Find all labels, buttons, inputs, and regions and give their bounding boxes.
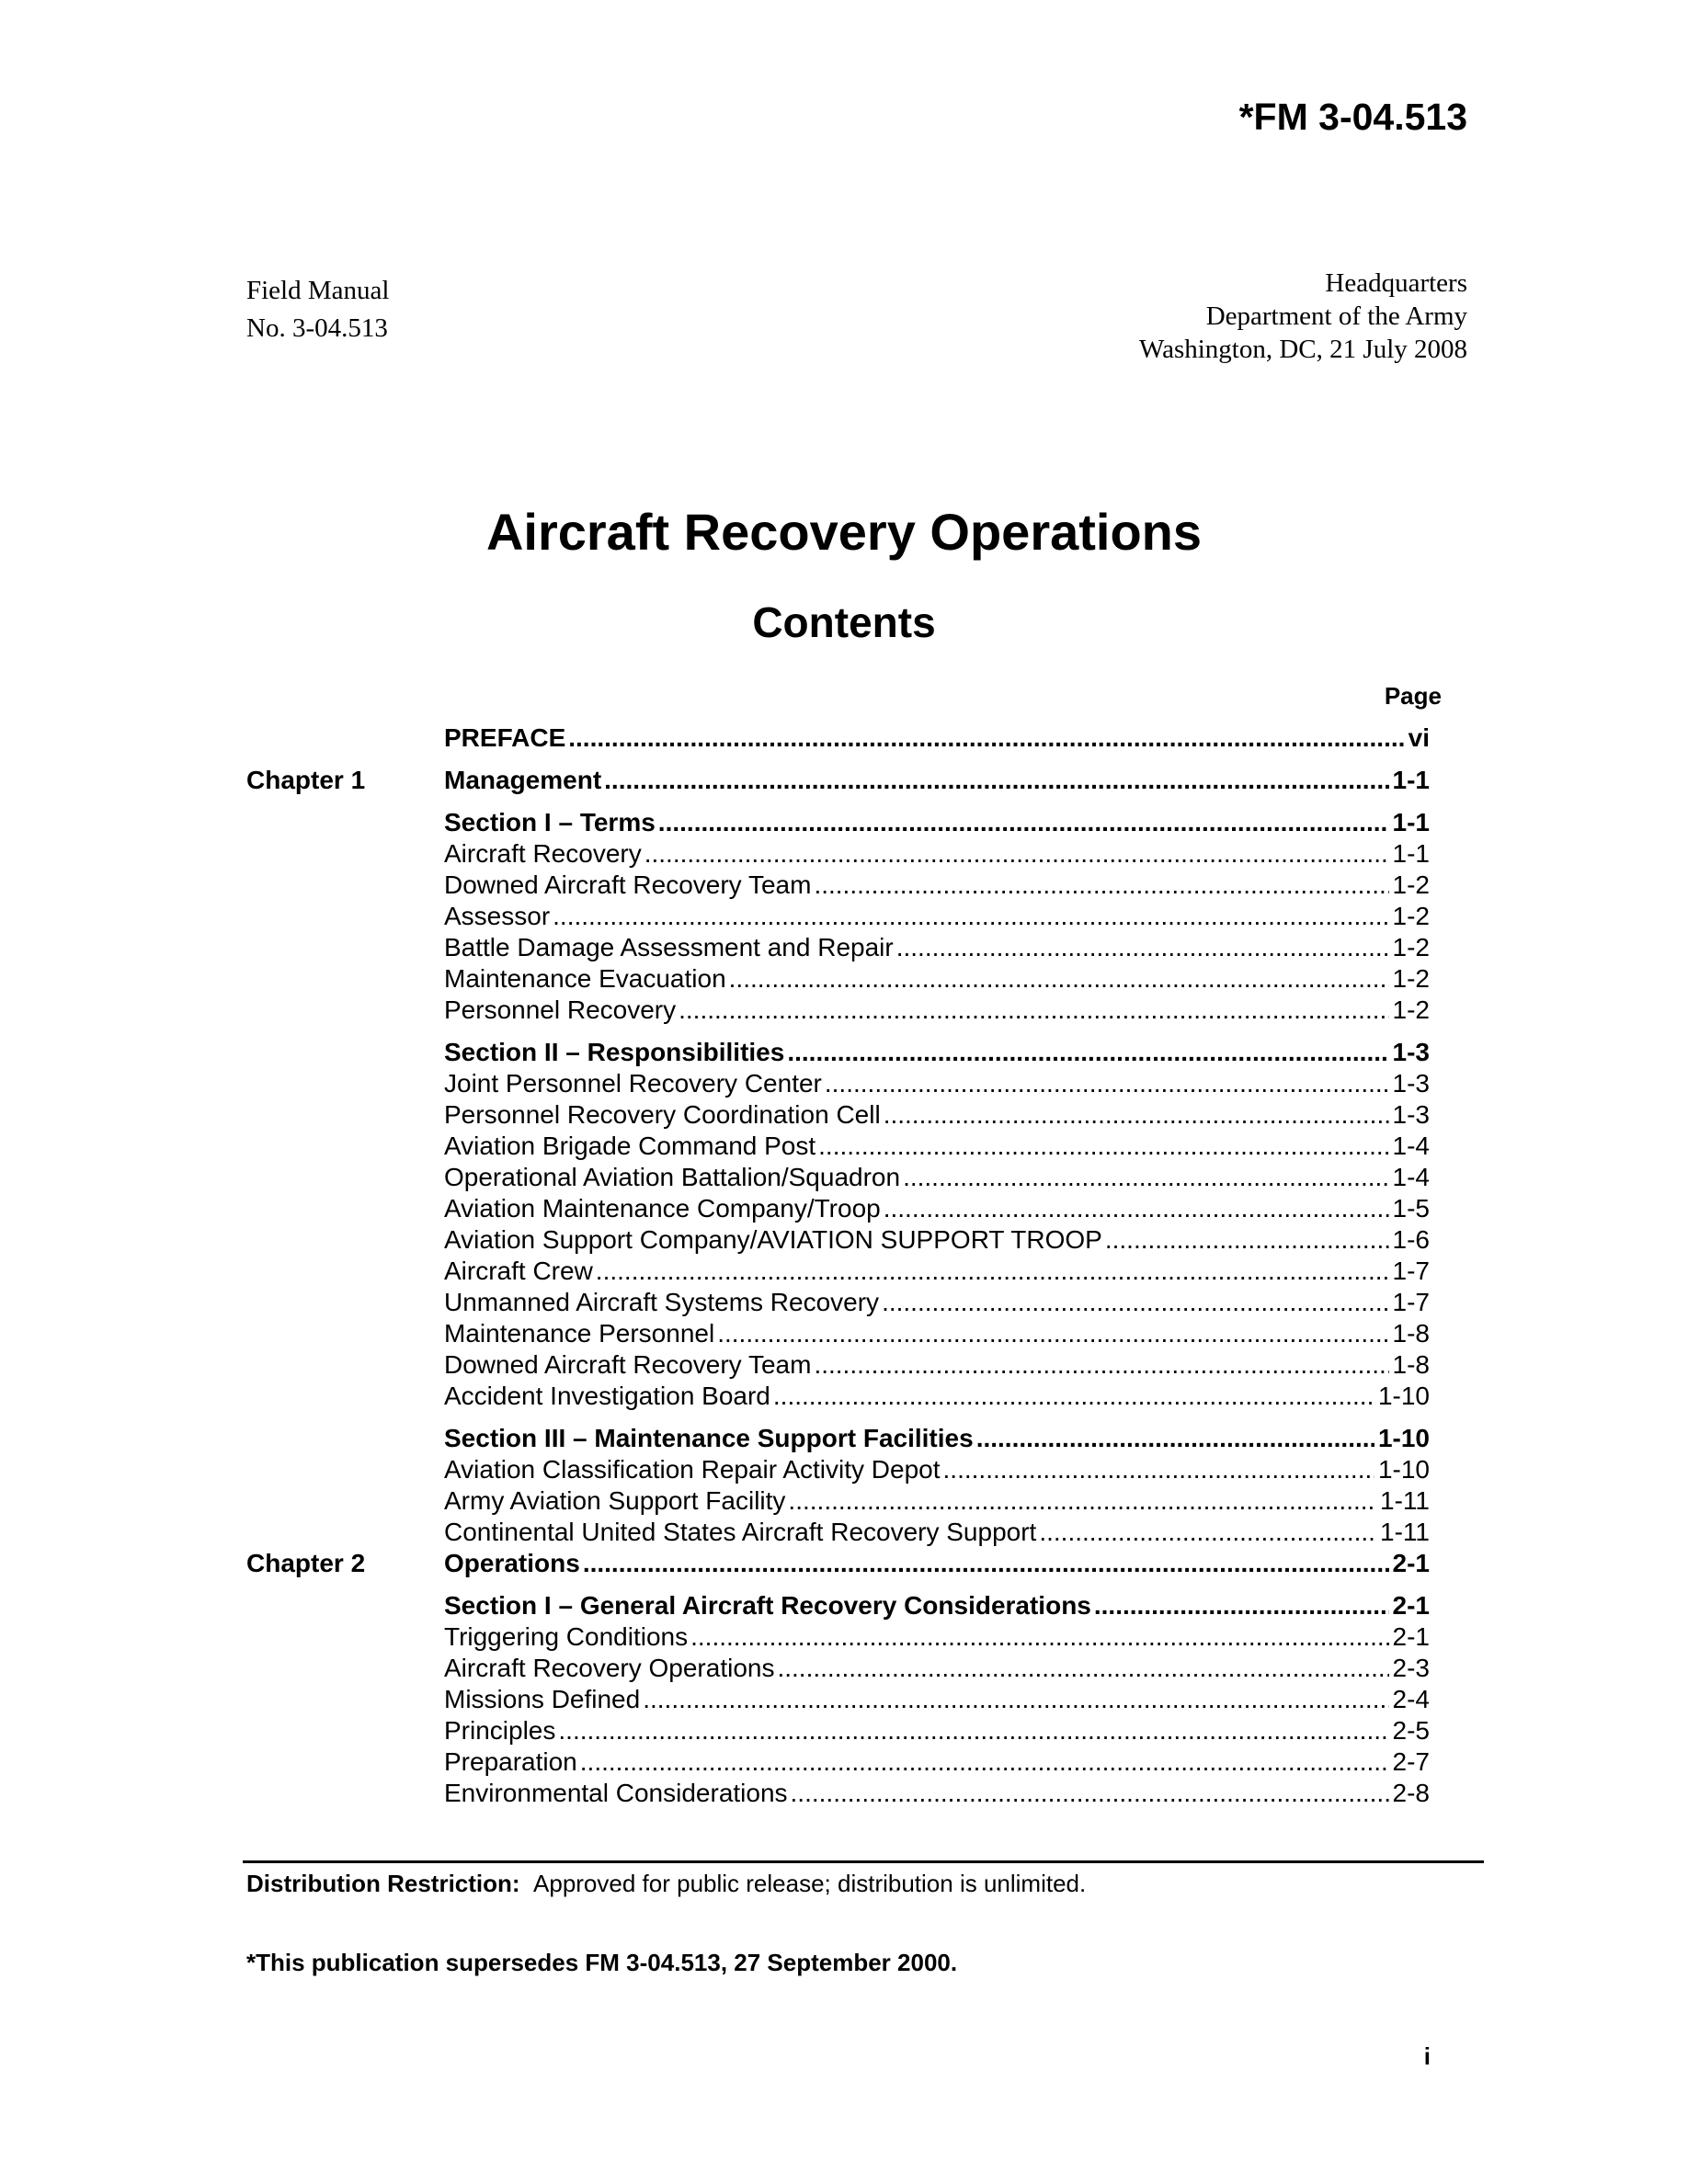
dot-leader [553, 901, 1388, 932]
toc-entry-title: Management [444, 766, 602, 794]
toc-entry-title: Aviation Brigade Command Post [444, 1132, 816, 1160]
toc-entry[interactable] [444, 1621, 1430, 1653]
toc-entry-title: Preparation [444, 1747, 577, 1776]
document-title: Aircraft Recovery Operations [485, 503, 1203, 561]
toc-entry[interactable] [444, 1287, 1430, 1318]
toc-page-number: 1-1 [1392, 808, 1430, 836]
toc-row [246, 1287, 1430, 1318]
toc-page-number: 1-10 [1377, 1455, 1430, 1484]
toc-row [246, 1037, 1430, 1068]
toc-row [246, 1548, 1430, 1579]
toc-row [246, 807, 1430, 838]
toc-page-number: 1-8 [1392, 1319, 1430, 1348]
toc-entry[interactable] [444, 1778, 1430, 1809]
toc-entry[interactable] [444, 1454, 1430, 1485]
toc-page-number: 1-3 [1392, 1038, 1430, 1066]
toc-entry-title: Section II – Responsibilities [444, 1038, 785, 1066]
toc-entry[interactable] [444, 1099, 1430, 1131]
toc-page-number: 1-11 [1380, 1486, 1430, 1515]
toc-row [246, 1454, 1430, 1485]
dot-leader [773, 1381, 1374, 1412]
toc-entry[interactable] [444, 1684, 1430, 1715]
toc-entry[interactable] [444, 963, 1430, 995]
toc-entry-title: Aircraft Recovery [444, 839, 642, 868]
toc-page-number: 1-4 [1392, 1163, 1430, 1191]
toc-entry-title: Aviation Maintenance Company/Troop [444, 1194, 881, 1223]
toc-entry[interactable] [444, 1548, 1430, 1579]
dot-leader [943, 1454, 1374, 1485]
toc-row [246, 1224, 1430, 1256]
dot-leader [690, 1621, 1388, 1653]
dot-leader [604, 765, 1388, 796]
toc-row [246, 1621, 1430, 1653]
dot-leader [976, 1423, 1374, 1454]
manual-number: No. 3-04.513 [246, 313, 388, 343]
dot-leader [882, 1287, 1388, 1318]
toc-entry[interactable] [444, 1349, 1430, 1381]
toc-entry-title: Accident Investigation Board [444, 1382, 770, 1410]
toc-entry[interactable] [444, 722, 1430, 754]
toc-page-number: 1-10 [1377, 1382, 1430, 1410]
toc-page-number: 1-7 [1392, 1257, 1430, 1285]
toc-row [246, 1256, 1430, 1287]
toc-entry-title: Unmanned Aircraft Systems Recovery [444, 1288, 880, 1316]
toc-row [246, 1653, 1430, 1684]
toc-entry-title: Maintenance Evacuation [444, 964, 726, 993]
toc-entry-title: Personnel Recovery [444, 995, 677, 1024]
distribution-text: Approved for public release; distribution is unlimited. [533, 1870, 1087, 1897]
dot-leader [903, 1162, 1388, 1193]
toc-row [246, 995, 1430, 1026]
toc-entry[interactable] [444, 1256, 1430, 1287]
toc-entry-title: Downed Aircraft Recovery Team [444, 1350, 812, 1379]
toc-page-number: 2-7 [1392, 1747, 1430, 1776]
headquarters-block [1139, 267, 1467, 366]
dot-leader [596, 1256, 1389, 1287]
toc-chapter-label: Chapter 2 [246, 1549, 366, 1577]
toc-row [246, 1068, 1430, 1099]
toc-row [246, 1746, 1430, 1778]
toc-page-number: 1-2 [1392, 995, 1430, 1024]
dot-leader [558, 1715, 1388, 1746]
dot-leader [643, 1684, 1388, 1715]
toc-entry[interactable] [444, 1037, 1430, 1068]
toc-entry[interactable] [444, 838, 1430, 870]
contents-heading: Contents [752, 598, 936, 646]
toc-entry-title: Operational Aviation Battalion/Squadron [444, 1163, 901, 1191]
toc-entry-title: Battle Damage Assessment and Repair [444, 933, 894, 961]
toc-page-number: 1-7 [1392, 1288, 1430, 1316]
dot-leader [896, 932, 1389, 963]
dot-leader [717, 1318, 1388, 1349]
dot-leader [884, 1099, 1389, 1131]
page-number: i [1423, 2042, 1431, 2070]
toc-row [246, 1715, 1430, 1746]
footer-divider [243, 1860, 1484, 1863]
dot-leader [814, 870, 1388, 901]
toc-entry-title: Section I – General Aircraft Recovery Considerations [444, 1591, 1091, 1620]
toc-row [246, 963, 1430, 995]
toc-entry-title: Assessor [444, 902, 551, 930]
toc-page-number: 1-1 [1392, 839, 1430, 868]
hq-line: Headquarters [1325, 268, 1467, 298]
toc-entry-title: Aviation Support Company/AVIATION SUPPORT TROOP [444, 1225, 1102, 1254]
toc-row [246, 1099, 1430, 1131]
toc-entry-title: Section I – Terms [444, 808, 656, 836]
toc-entry[interactable] [444, 1653, 1430, 1684]
toc-entry[interactable] [444, 1423, 1430, 1454]
toc-entry-title: Aircraft Crew [444, 1257, 593, 1285]
dot-leader [787, 1037, 1388, 1068]
page-column-label: Page [1384, 682, 1442, 710]
toc-page-number: 2-1 [1392, 1622, 1430, 1651]
toc-page-number: 1-3 [1392, 1069, 1430, 1098]
dot-leader [729, 963, 1389, 995]
toc-entry-title: Maintenance Personnel [444, 1319, 715, 1348]
toc-page-number: 1-5 [1392, 1194, 1430, 1223]
document-id: *FM 3-04.513 [1238, 96, 1467, 138]
toc-entry[interactable] [444, 1068, 1430, 1099]
toc-entry[interactable] [444, 995, 1430, 1026]
dot-leader [644, 838, 1389, 870]
dot-leader [658, 807, 1389, 838]
toc-entry[interactable] [444, 1131, 1430, 1162]
toc-row [246, 1590, 1430, 1621]
toc-entry[interactable] [444, 1224, 1430, 1256]
toc-entry-title: Operations [444, 1549, 580, 1577]
toc-entry-title: Aviation Classification Repair Activity Depot [444, 1455, 941, 1484]
toc-page-number: 2-1 [1392, 1549, 1430, 1577]
dot-leader [568, 722, 1404, 754]
toc-page-number: 2-5 [1392, 1716, 1430, 1745]
toc-chapter-label: Chapter 1 [246, 766, 366, 794]
toc-page-number: 1-2 [1392, 870, 1430, 899]
dot-leader [580, 1746, 1389, 1778]
dot-leader [791, 1778, 1389, 1809]
toc-entry-title: PREFACE [444, 723, 566, 752]
toc-entry[interactable] [444, 1485, 1430, 1517]
toc-row [246, 901, 1430, 932]
toc-entry-title: Section III – Maintenance Support Facilities [444, 1424, 974, 1452]
toc-page-number: 2-8 [1392, 1779, 1430, 1807]
dot-leader [1039, 1517, 1376, 1548]
dot-leader [884, 1193, 1389, 1224]
toc-entry-title: Personnel Recovery Coordination Cell [444, 1100, 881, 1129]
toc-row [246, 1517, 1430, 1548]
toc-page-number: 2-4 [1392, 1685, 1430, 1713]
dot-leader [825, 1068, 1389, 1099]
toc-entry[interactable] [444, 1193, 1430, 1224]
toc-row [246, 1349, 1430, 1381]
toc-row [246, 932, 1430, 963]
toc-entry-title: Downed Aircraft Recovery Team [444, 870, 812, 899]
dot-leader [788, 1485, 1376, 1517]
toc-page-number: 1-10 [1377, 1424, 1430, 1452]
toc-entry-title: Aircraft Recovery Operations [444, 1654, 775, 1682]
toc-page-number: 1-1 [1392, 766, 1430, 794]
toc-row [246, 1162, 1430, 1193]
toc-row [246, 1778, 1430, 1809]
toc-entry-title: Joint Personnel Recovery Center [444, 1069, 822, 1098]
toc-row [246, 1193, 1430, 1224]
toc-entry[interactable] [444, 807, 1430, 838]
toc-page-number: 1-8 [1392, 1350, 1430, 1379]
toc-row [246, 1318, 1430, 1349]
field-manual-block [246, 272, 389, 347]
toc-page-number: 1-2 [1392, 902, 1430, 930]
toc-page-number: 1-6 [1392, 1225, 1430, 1254]
dot-leader [583, 1548, 1389, 1579]
table-of-contents [246, 722, 1430, 1809]
toc-row [246, 1684, 1430, 1715]
dot-leader [1094, 1590, 1389, 1621]
dot-leader [679, 995, 1388, 1026]
toc-entry[interactable] [444, 870, 1430, 901]
toc-row [246, 1423, 1430, 1454]
toc-entry[interactable] [444, 1590, 1430, 1621]
toc-entry-title: Continental United States Aircraft Recovery Support [444, 1518, 1037, 1546]
field-manual-label: Field Manual [246, 276, 390, 305]
supersedes-note: *This publication supersedes FM 3-04.513, 27 September 2000. [246, 1949, 958, 1976]
toc-page-number: 2-1 [1392, 1591, 1430, 1620]
toc-entry-title: Principles [444, 1716, 556, 1745]
toc-page-number: 2-3 [1392, 1654, 1430, 1682]
toc-entry-title: Army Aviation Support Facility [444, 1486, 786, 1515]
toc-entry[interactable] [444, 1715, 1430, 1746]
toc-entry[interactable] [444, 765, 1430, 796]
toc-row [246, 1131, 1430, 1162]
toc-row [246, 765, 1430, 796]
distribution-restriction [246, 1870, 1086, 1898]
toc-entry-title: Missions Defined [444, 1685, 641, 1713]
toc-row [246, 1381, 1430, 1412]
toc-page-number: vi [1408, 723, 1430, 752]
toc-page-number: 1-2 [1392, 933, 1430, 961]
toc-entry[interactable] [444, 1381, 1430, 1412]
toc-row [246, 1485, 1430, 1517]
toc-row [246, 838, 1430, 870]
dot-leader [818, 1131, 1388, 1162]
toc-entry[interactable] [444, 1162, 1430, 1193]
dot-leader [814, 1349, 1388, 1381]
location-date-line: Washington, DC, 21 July 2008 [1139, 335, 1467, 364]
toc-page-number: 1-2 [1392, 964, 1430, 993]
toc-entry-title: Environmental Considerations [444, 1779, 788, 1807]
toc-entry-title: Triggering Conditions [444, 1622, 689, 1651]
toc-row [246, 722, 1430, 754]
toc-entry[interactable] [444, 1746, 1430, 1778]
dot-leader [1105, 1224, 1389, 1256]
toc-entry[interactable] [444, 932, 1430, 963]
toc-page-number: 1-3 [1392, 1100, 1430, 1129]
toc-entry[interactable] [444, 1318, 1430, 1349]
department-line: Department of the Army [1205, 301, 1467, 331]
toc-entry[interactable] [444, 1517, 1430, 1548]
dot-leader [777, 1653, 1388, 1684]
distribution-label: Distribution Restriction: [246, 1870, 520, 1897]
toc-entry[interactable] [444, 901, 1430, 932]
toc-row [246, 870, 1430, 901]
toc-page-number: 1-11 [1380, 1518, 1430, 1546]
toc-page-number: 1-4 [1392, 1132, 1430, 1160]
